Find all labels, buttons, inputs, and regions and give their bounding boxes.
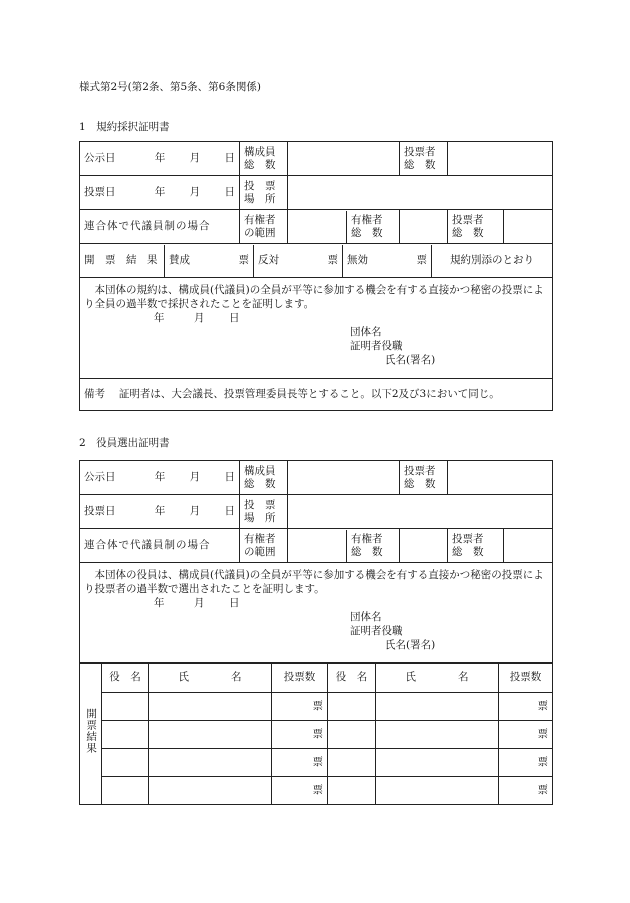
header-role-2: 役 名 bbox=[328, 663, 376, 693]
votes-cell[interactable]: 票 bbox=[272, 693, 328, 721]
section1-title: 1 規約採択証明書 bbox=[79, 121, 170, 133]
day-label: 日 bbox=[224, 151, 235, 164]
section2-certification-cell: 本団体の役員は、構成員(代議員)の全員が平等に参加する機会を有する直接かつ秘密の投票により投票者の過半数で選出されたことを証明します。 年 月 日 団体名 証明者役職 氏名(署名) bbox=[80, 563, 553, 664]
s2-voting-date-cell: 投票日 年 月 日 bbox=[80, 495, 240, 529]
s2-voters-total-value-2[interactable] bbox=[504, 529, 553, 563]
members-total-value[interactable] bbox=[288, 142, 400, 176]
section1-certification-text: 本団体の規約は、構成員(代議員)の全員が平等に参加する機会を有する直接かつ秘密の投票により全員の過半数で採択されたことを証明します。 bbox=[84, 284, 544, 310]
votes-cell[interactable]: 票 bbox=[499, 693, 553, 721]
name-cell[interactable] bbox=[149, 777, 272, 805]
name-cell[interactable] bbox=[376, 693, 499, 721]
remark-label: 備考 bbox=[84, 387, 105, 400]
table-row bbox=[80, 777, 553, 805]
result-note: 規約別添のとおり bbox=[450, 253, 534, 266]
role-cell[interactable] bbox=[328, 777, 376, 805]
section1-form-table bbox=[79, 141, 553, 411]
header-name-2: 氏 名 bbox=[376, 663, 499, 693]
table-row bbox=[80, 749, 553, 777]
votes-cell[interactable]: 票 bbox=[499, 777, 553, 805]
name-cell[interactable] bbox=[376, 777, 499, 805]
role-cell[interactable] bbox=[102, 693, 149, 721]
voters-total-label: 投票者 総 数 bbox=[400, 142, 448, 176]
header-name-1: 氏 名 bbox=[149, 663, 272, 693]
remark-text: 証明者は、大会議長、投票管理委員長等とすること。以下2及び3において同じ。 bbox=[118, 387, 500, 400]
name-cell[interactable] bbox=[376, 749, 499, 777]
s2-eligible-scope-value[interactable] bbox=[288, 529, 400, 563]
name-cell[interactable] bbox=[149, 721, 272, 749]
s2-voters-total-label-2: 投票者 総 数 bbox=[448, 529, 504, 563]
s2-members-total-value[interactable] bbox=[288, 461, 400, 495]
public-notice-date-label: 公示日 bbox=[84, 151, 116, 164]
section2-title: 2 役員選出証明書 bbox=[79, 437, 170, 449]
votes-cell[interactable]: 票 bbox=[499, 749, 553, 777]
voting-place-label: 投 票 場 所 bbox=[240, 176, 288, 210]
eligible-scope-value[interactable] bbox=[288, 210, 400, 244]
result-invalid-label: 無効 bbox=[347, 253, 368, 266]
s2-eligible-total-label: 有権者 総 数 bbox=[351, 532, 383, 558]
vote-result-label: 開 票 結 果 bbox=[80, 245, 165, 277]
vote-result-row bbox=[80, 244, 553, 278]
month-label: 月 bbox=[189, 151, 201, 164]
result-for-label: 賛成 bbox=[169, 253, 190, 266]
votes-cell[interactable]: 票 bbox=[272, 777, 328, 805]
result-for-cell[interactable]: 賛成 票 bbox=[165, 245, 254, 277]
name-seal-label: 氏名(署名) bbox=[385, 354, 436, 366]
s2-public-notice-date-cell: 公示日 年 月 日 bbox=[80, 461, 240, 495]
form-number-heading: 様式第2号(第2条、第5条、第6条関係) bbox=[79, 81, 261, 93]
vote-result-vertical-label: 開票結果 bbox=[80, 663, 102, 805]
officer-result-table bbox=[79, 662, 553, 805]
header-votes-1: 投票数 bbox=[272, 663, 328, 693]
table-row bbox=[80, 693, 553, 721]
votes-cell[interactable]: 票 bbox=[499, 721, 553, 749]
name-cell[interactable] bbox=[149, 749, 272, 777]
name-cell[interactable] bbox=[376, 721, 499, 749]
delegate-case-label: 連合体で代議員制の場合 bbox=[80, 210, 240, 244]
s2-voting-place-label: 投 票 場 所 bbox=[240, 495, 288, 529]
voters-total-value-2[interactable] bbox=[504, 210, 553, 244]
header-votes-2: 投票数 bbox=[499, 663, 553, 693]
section2-form-table bbox=[79, 460, 553, 664]
role-cell[interactable] bbox=[328, 693, 376, 721]
role-cell[interactable] bbox=[102, 721, 149, 749]
year-label: 年 bbox=[154, 151, 166, 164]
section2-certification-text: 本団体の役員は、構成員(代議員)の全員が平等に参加する機会を有する直接かつ秘密の投票により投票者の過半数で選出されたことを証明します。 bbox=[84, 569, 544, 595]
org-name-label: 団体名 bbox=[350, 326, 382, 338]
result-invalid-cell[interactable]: 無効 票 bbox=[343, 245, 432, 277]
public-notice-date-cell bbox=[80, 142, 240, 176]
role-cell[interactable] bbox=[328, 721, 376, 749]
voters-total-value[interactable] bbox=[448, 142, 553, 176]
s2-delegate-case-label: 連合体で代議員制の場合 bbox=[80, 529, 240, 563]
votes-cell[interactable]: 票 bbox=[272, 721, 328, 749]
members-total-label: 構成員 総 数 bbox=[240, 142, 288, 176]
role-cell[interactable] bbox=[102, 749, 149, 777]
section1-date-line: 年 月 日 bbox=[154, 312, 240, 324]
voting-place-value[interactable] bbox=[288, 176, 553, 210]
role-cell[interactable] bbox=[328, 749, 376, 777]
voting-date-label: 投票日 bbox=[84, 185, 116, 198]
certifier-title-label: 証明者役職 bbox=[350, 340, 403, 352]
name-cell[interactable] bbox=[149, 693, 272, 721]
eligible-total-label: 有権者 総 数 bbox=[351, 213, 383, 239]
eligible-scope-label: 有権者 の範囲 bbox=[240, 210, 288, 244]
s2-voters-total-value[interactable] bbox=[448, 461, 553, 495]
eligible-total-value[interactable] bbox=[400, 210, 448, 244]
header-role-1: 役 名 bbox=[102, 663, 149, 693]
s2-eligible-total-value[interactable] bbox=[400, 529, 448, 563]
votes-cell[interactable]: 票 bbox=[272, 749, 328, 777]
s2-voters-total-label: 投票者 総 数 bbox=[400, 461, 448, 495]
s2-eligible-scope-label: 有権者 の範囲 bbox=[240, 529, 288, 563]
section1-certification-cell bbox=[80, 278, 553, 379]
voting-date-cell: 投票日 年 月 日 bbox=[80, 176, 240, 210]
result-against-label: 反対 bbox=[258, 253, 279, 266]
s2-voting-place-value[interactable] bbox=[288, 495, 553, 529]
result-against-cell[interactable]: 反対 票 bbox=[254, 245, 343, 277]
section1-remark-cell bbox=[80, 379, 553, 411]
role-cell[interactable] bbox=[102, 777, 149, 805]
table-row bbox=[80, 721, 553, 749]
s2-members-total-label: 構成員 総 数 bbox=[240, 461, 288, 495]
voters-total-label-2: 投票者 総 数 bbox=[448, 210, 504, 244]
